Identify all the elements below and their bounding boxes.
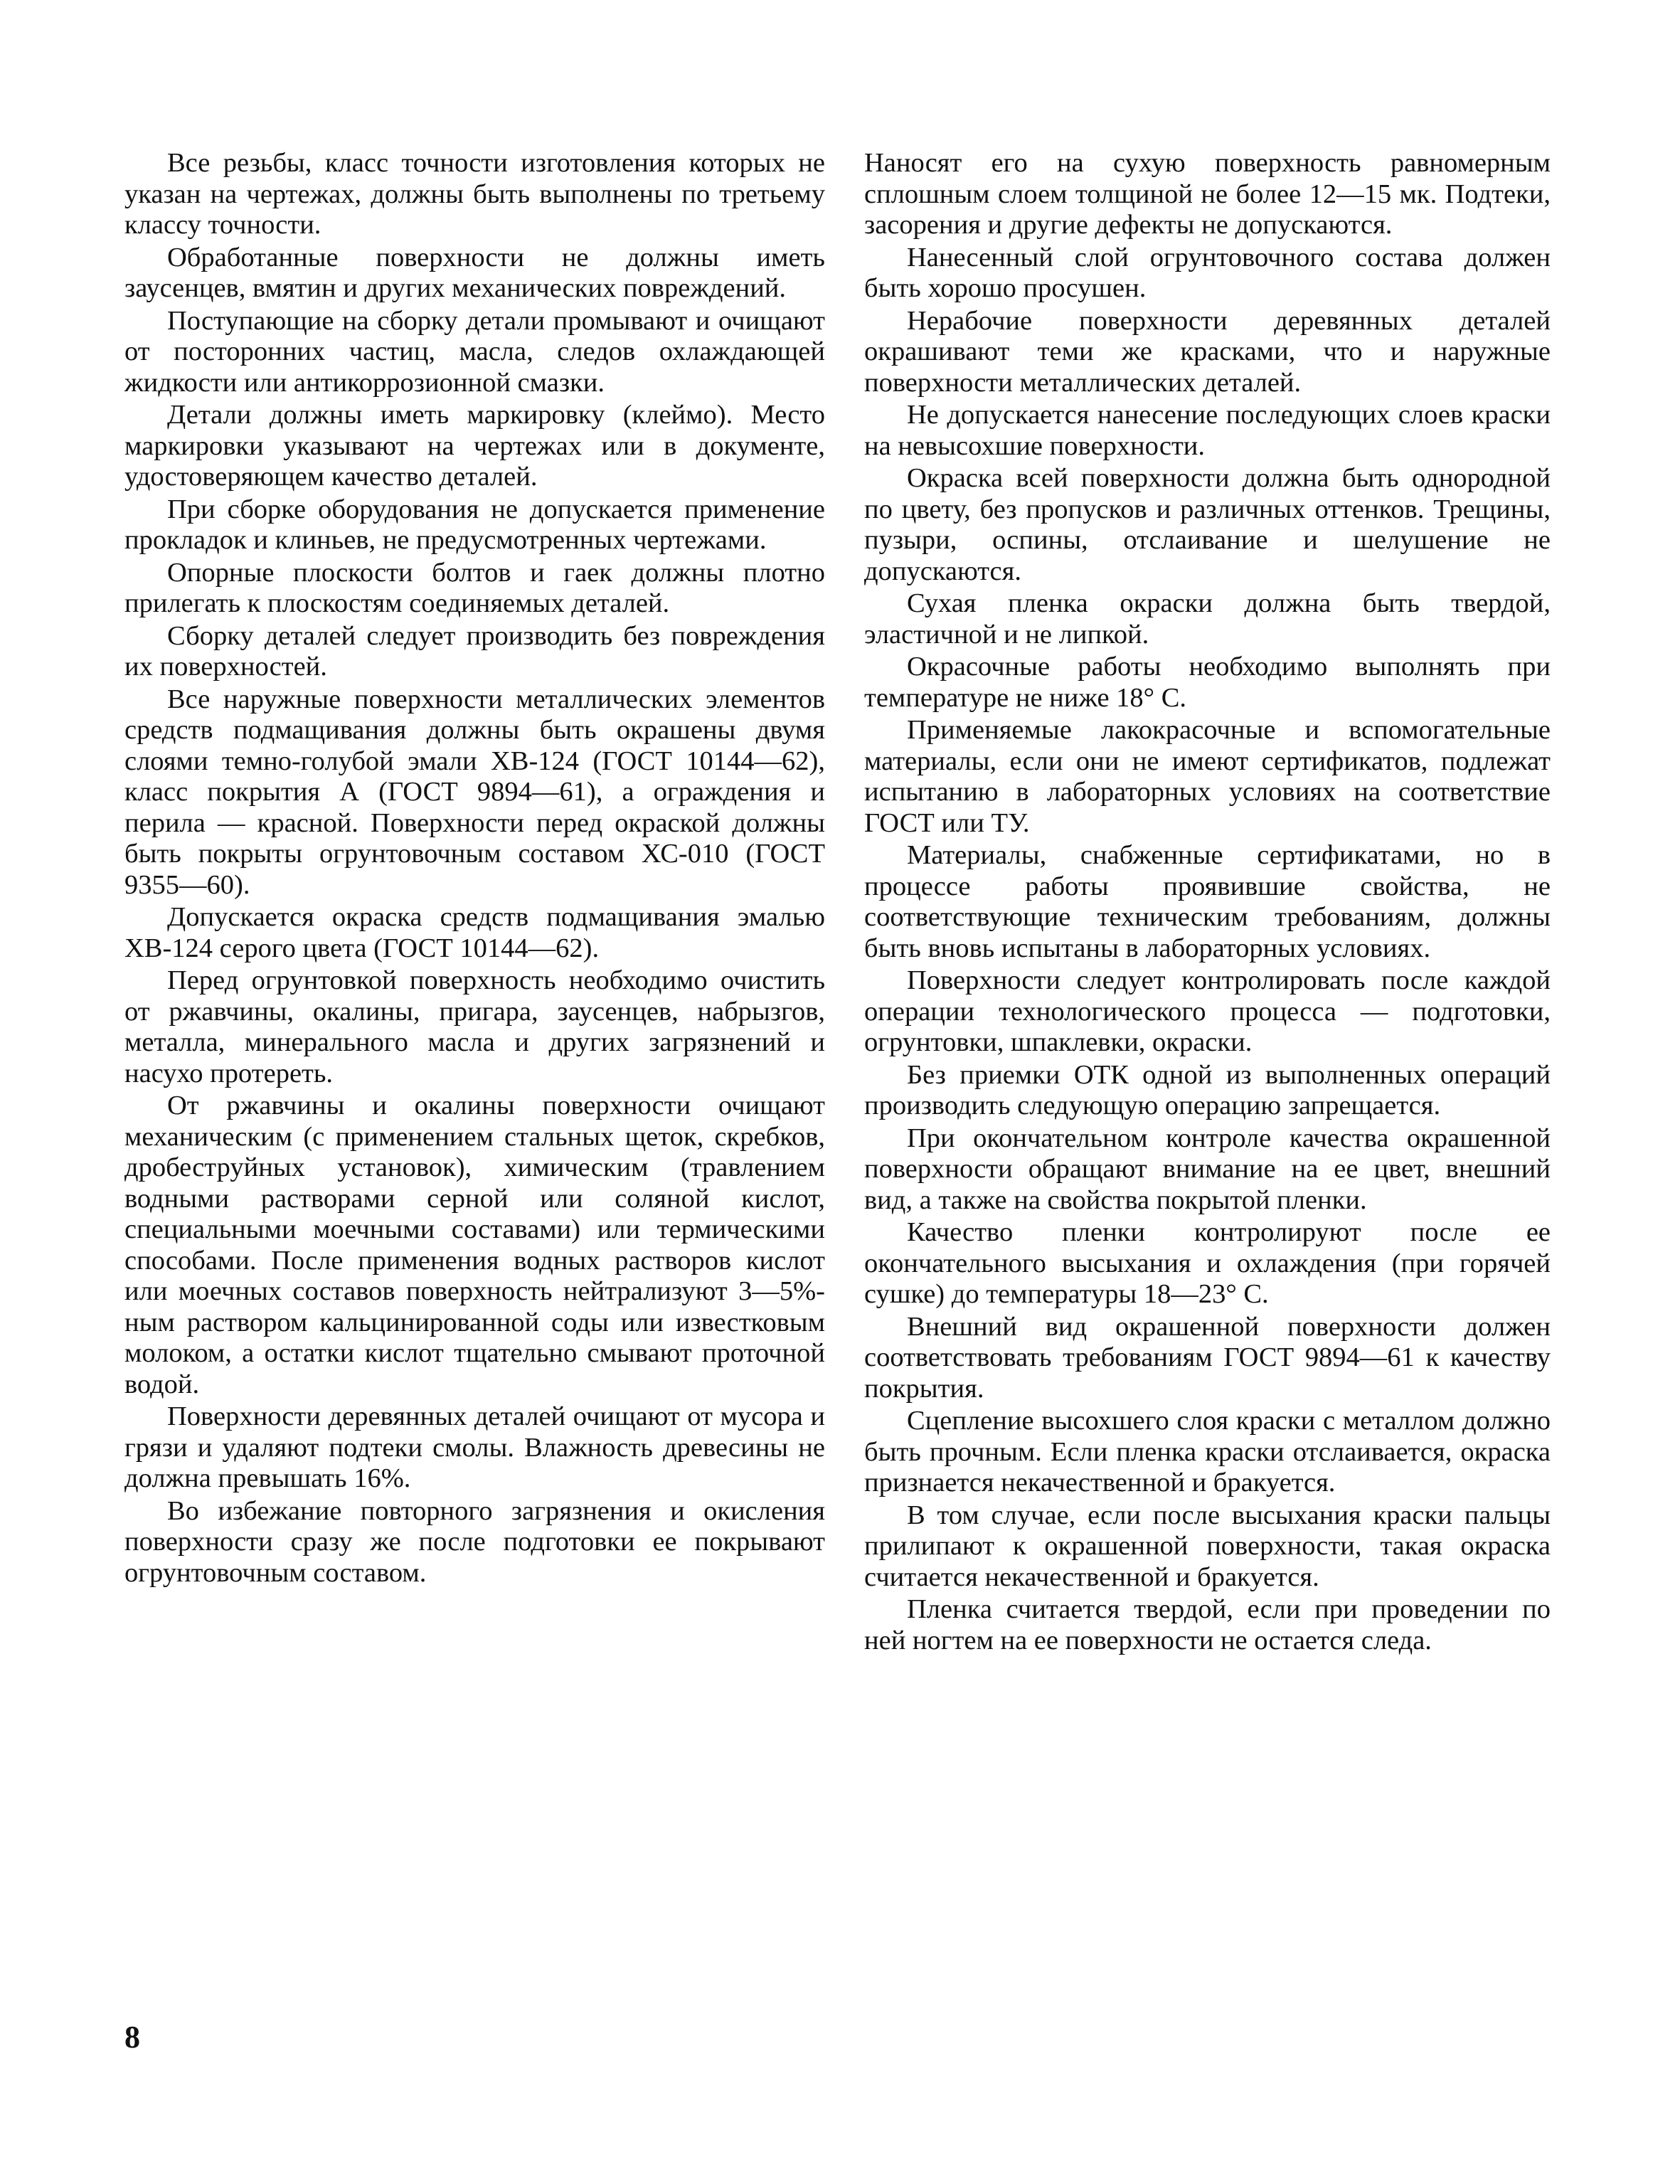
left-text-column: [124, 148, 825, 1590]
paragraph-certified-materials: Материалы, снабженные сертификатами, но в процессе работы проявившие свойства, не соответствующие техническим требованиям, должны быть вновь испытаны в лабораторных условиях.: [864, 840, 1551, 963]
paragraph-assembly-damage: Сборку деталей следует производить без повреждения их поверхностей.: [124, 620, 825, 682]
paragraph-marking: Детали должны иметь маркировку (клеймо). Место маркировки указывают на чертежах или в документе, удостоверяющем качество деталей.: [124, 400, 825, 492]
paragraph-temperature: Окрасочные работы необходимо выполнять при температуре не ниже 18° С.: [864, 652, 1551, 713]
paragraph-process-control: Поверхности следует контролировать после каждой операции технологического процесса — подготовки, огрунтовки, шпаклевки, окраски.: [864, 965, 1551, 1057]
paragraph-appearance: Внешний вид окрашенной поверхности должен соответствовать требованиям ГОСТ 9894—61 к качеству покрытия.: [864, 1311, 1551, 1404]
paragraph-material-testing: Применяемые лакокрасочные и вспомогательные материалы, если они не имеют сертификатов, подлежат испытанию в лабораторных условиях на соответствие ГОСТ или ТУ.: [864, 715, 1551, 838]
paragraph-qc-acceptance: Без приемки ОТК одной из выполненных операций производить следующую операцию запрещается.: [864, 1059, 1551, 1120]
paragraph-pre-priming: Перед огрунтовкой поверхность необходимо очистить от ржавчины, окалины, пригара, заусенцев, набрызгов, металла, минерального масла и других загрязнений и насухо протереть.: [124, 965, 825, 1088]
paragraph-primer-application: Наносят его на сухую поверхность равномерным сплошным слоем толщиной не более 12—15 мк. Подтеки, засорения и другие дефекты не допускаются.: [864, 148, 1551, 240]
paragraph-threads: Все резьбы, класс точности изготовления которых не указан на чертежах, должны быть выполнены по третьему классу точности.: [124, 148, 825, 240]
paragraph-adhesion: Сцепление высохшего слоя краски с металлом должно быть прочным. Если пленка краски отслаивается, окраска признается некачественной и бракуется.: [864, 1406, 1551, 1497]
paragraph-assembly-shims: При сборке оборудования не допускается применение прокладок и клиньев, не предусмотренных чертежами.: [124, 494, 825, 555]
paragraph-film-quality: Качество пленки контролируют после ее окончательного высыхания и охлаждения (при горячей сушке) до температуры 18—23° С.: [864, 1217, 1551, 1309]
paragraph-wet-layers: Не допускается нанесение последующих слоев краски на невысохшие поверхности.: [864, 400, 1551, 461]
paragraph-bolt-surfaces: Опорные плоскости болтов и гаек должны плотно прилегать к плоскостям соединяемых деталей.: [124, 557, 825, 618]
paragraph-machined-surfaces: Обработанные поверхности не должны иметь заусенцев, вмятин и других механических повреждений.: [124, 242, 825, 303]
paragraph-rust-removal: От ржавчины и окалины поверхности очищают механическим (с применением стальных щеток, скребков, дробеструйных установок), химическим (травлением водными растворами серной или соляной кислот, специальными моечными составами) или термическими способами. После применения водных растворов кислот или моечных составов поверхность нейтрализуют 3—5%-ным раствором кальцинированной соды или известковым молоком, а остатки кислот тщательно смывают проточной водой.: [124, 1091, 825, 1399]
page-number: 8: [124, 2020, 140, 2055]
paragraph-dry-film: Сухая пленка окраски должна быть твердой, эластичной и не липкой.: [864, 588, 1551, 650]
paragraph-hardness-test: Пленка считается твердой, если при проведении по ней ногтем на ее поверхности не остается следа.: [864, 1594, 1551, 1655]
paragraph-painting-metal: Все наружные поверхности металлических элементов средств подмащивания должны быть окрашены двумя слоями темно-голубой эмали ХВ-124 (ГОСТ 10144—62), класс покрытия А (ГОСТ 9894—61), а ограждения и перила — красной. Поверхности перед окраской должны быть покрыты огрунтовочным составом ХС-010 (ГОСТ 9355—60).: [124, 684, 825, 900]
paragraph-final-control: При окончательном контроле качества окрашенной поверхности обращают внимание на ее цвет, внешний вид, а также на свойства покрытой пленки.: [864, 1123, 1551, 1215]
paragraph-recontamination: Во избежание повторного загрязнения и окисления поверхности сразу же после подготовки ее покрывают огрунтовочным составом.: [124, 1495, 825, 1588]
paragraph-wood-painting: Нерабочие поверхности деревянных деталей окрашивают теми же красками, что и наружные поверхности металлических деталей.: [864, 305, 1551, 398]
right-text-column: [864, 148, 1551, 1658]
paragraph-sticky-paint: В том случае, если после высыхания краски пальцы прилипают к окрашенной поверхности, такая окраска считается некачественной и бракуется.: [864, 1500, 1551, 1592]
paragraph-uniform-color: Окраска всей поверхности должна быть однородной по цвету, без пропусков и различных оттенков. Трещины, пузыри, оспины, отслаивание и шелушение не допускаются.: [864, 463, 1551, 586]
paragraph-wood-cleaning: Поверхности деревянных деталей очищают от мусора и грязи и удаляют подтеки смолы. Влажность древесины не должна превышать 16%.: [124, 1401, 825, 1493]
paragraph-primer-drying: Нанесенный слой огрунтовочного состава должен быть хорошо просушен.: [864, 242, 1551, 303]
paragraph-grey-enamel: Допускается окраска средств подмащивания эмалью ХВ-124 серого цвета (ГОСТ 10144—62).: [124, 902, 825, 963]
paragraph-cleaning-parts: Поступающие на сборку детали промывают и очищают от посторонних частиц, масла, следов охлаждающей жидкости или антикоррозионной смазки.: [124, 305, 825, 398]
